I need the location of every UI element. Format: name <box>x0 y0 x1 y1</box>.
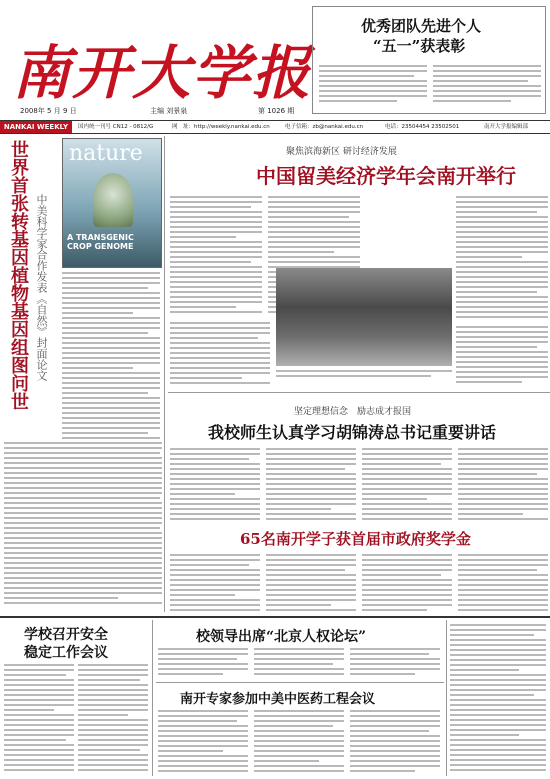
award-body-col3 <box>362 554 452 614</box>
hu-headline: 我校师生认真学习胡锦涛总书记重要讲话 <box>208 423 497 442</box>
masthead-issue: 第 1026 期 <box>258 107 295 115</box>
lead-photo <box>276 268 452 366</box>
nature-body-left <box>4 442 162 610</box>
forum-story <box>156 620 444 680</box>
nature-cover-plant <box>93 173 133 227</box>
teaser-body-2 <box>433 65 541 109</box>
lead-kicker: 聚焦滨海新区 研讨经济发展 <box>286 147 397 157</box>
award-body-col2 <box>266 554 356 614</box>
hu-body-col3 <box>362 448 452 522</box>
brand-label: NANKAI WEEKLY <box>0 121 72 133</box>
safety-headline-line1: 学校召开安全 <box>24 627 108 643</box>
lead-headline: 中国留美经济学年会南开举行 <box>256 164 516 188</box>
masthead-editor: 主编 刘景泉 <box>150 107 188 115</box>
hu-body-col4 <box>458 448 548 522</box>
nature-cover-title: nature <box>69 141 143 166</box>
engineering-body-col1 <box>158 710 248 776</box>
teaser-title-line1: 优秀团队先进个人 <box>361 17 482 35</box>
safety-story <box>0 620 150 779</box>
hu-body-col1 <box>170 448 260 522</box>
masthead-title: 南开大学报 <box>12 39 313 107</box>
engineering-body-col2 <box>254 710 344 776</box>
info-bar <box>0 120 550 134</box>
safety-headline-line2: 稳定工作会议 <box>24 645 108 661</box>
award-story <box>168 526 550 616</box>
forum-body-col1 <box>158 648 248 678</box>
safety-body-col2 <box>78 664 148 776</box>
top-right-teaser <box>312 6 546 114</box>
email-label: 电子信箱：zb@nankai.edu.cn <box>285 124 364 130</box>
lead-story <box>168 136 550 326</box>
nature-cover-caption: A TRANSGENIC CROP GENOME <box>67 233 134 251</box>
lead-photo-caption <box>276 370 452 390</box>
right-bottom-body <box>450 624 546 776</box>
lead-body-col1 <box>170 196 262 318</box>
divider-forum <box>156 682 444 683</box>
hu-body-col2 <box>266 448 356 522</box>
nature-cover <box>62 138 162 268</box>
website-label: 网 址：http://weekly.nankai.edu.cn <box>172 124 270 130</box>
nature-subhead: 中美科学家合作发表《自然》封面论文 <box>35 194 48 381</box>
hu-story <box>168 394 550 524</box>
engineering-body-col3 <box>350 710 440 776</box>
column-rule-bottom-2 <box>446 620 447 776</box>
divider-bottom <box>0 616 550 618</box>
lead-body-col4 <box>170 322 270 388</box>
engineering-headline: 南开专家参加中美中医药工程会议 <box>180 692 376 707</box>
nature-headline: 世界首张转基因植物基因组图问世 <box>8 140 29 410</box>
lead-body-col3 <box>456 196 548 322</box>
safety-body-col1 <box>4 664 74 776</box>
column-rule-bottom-1 <box>152 620 153 776</box>
code-label: 国内统一刊号 CN12 - 0812/G <box>78 124 154 130</box>
lead-body-col5 <box>456 326 548 388</box>
hu-kicker: 坚定理想信念 励志成才报国 <box>294 407 412 417</box>
phone-label: 电话：23504454 23502501 <box>385 124 460 130</box>
forum-body-col2 <box>254 648 344 678</box>
forum-body-col3 <box>350 648 440 678</box>
column-rule-left <box>164 136 165 612</box>
divider-lead <box>168 392 550 393</box>
award-body-col4 <box>458 554 548 614</box>
forum-headline: 校领导出席“北京人权论坛” <box>196 629 367 645</box>
teaser-body <box>319 65 427 109</box>
award-headline: 65名南开学子获首届市政府奖学金 <box>240 530 471 548</box>
engineering-story <box>156 684 444 779</box>
award-body-col1 <box>170 554 260 614</box>
teaser-title-line2: “五一”获表彰 <box>373 37 466 55</box>
masthead-date: 2008年 5 月 9 日 <box>20 107 77 115</box>
publisher-label: 南开大学报编辑部 <box>484 124 529 130</box>
